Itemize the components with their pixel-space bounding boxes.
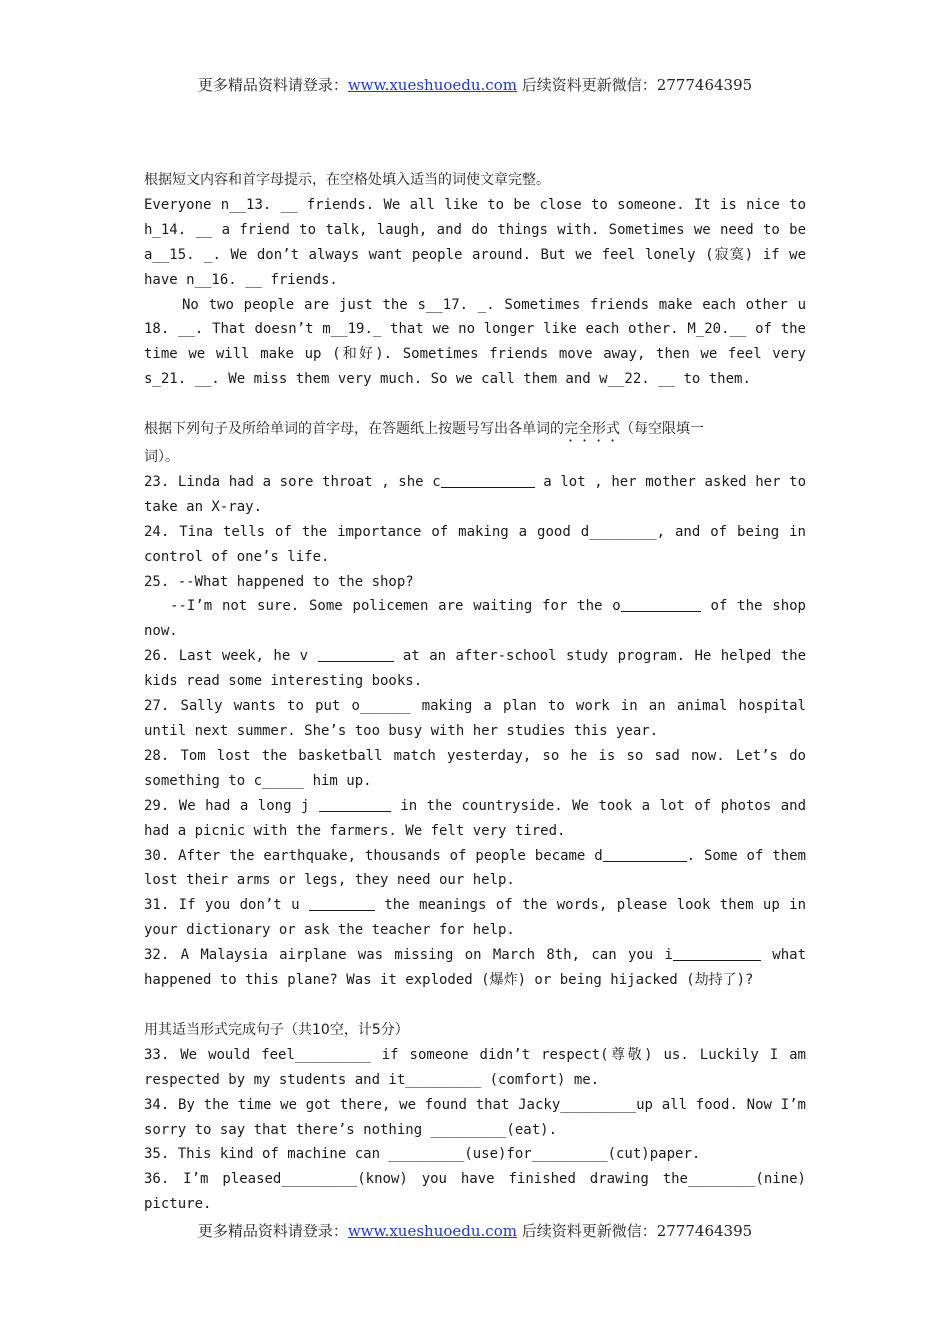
- section2-instruction: 根据下列句子及所给单词的首字母，在答题纸上按题号写出各单词的完全形式（每空限填一: [144, 421, 704, 438]
- question-line: now.: [144, 623, 178, 640]
- header-prefix: 更多精品资料请登录：: [197, 76, 348, 94]
- question-23: 23. Linda had a sore throat , she c a lot , her mother asked her to: [144, 473, 806, 490]
- question-28: 28. Tom lost the basketball match yesterday, so he is so sad now. Let’s do: [144, 747, 806, 764]
- answer-blank[interactable]: [441, 472, 535, 488]
- answer-blank[interactable]: [673, 945, 761, 961]
- section2-instruction-cont: 词）。: [144, 449, 179, 466]
- question-32: 32. A Malaysia airplane was missing on March 8th, can you i what: [144, 947, 806, 964]
- answer-blank[interactable]: [319, 796, 391, 812]
- page-header: [0, 74, 950, 95]
- question-line: control of one’s life.: [144, 548, 330, 565]
- section1-instruction: 根据短文内容和首字母提示，在空格处填入适当的词使文章完整。: [144, 172, 550, 188]
- question-34: 34. By the time we got there, we found that Jacky_________up all food. Now I’m: [144, 1096, 806, 1113]
- answer-blank[interactable]: [603, 846, 687, 862]
- passage-line: a__15. _. We don’t always want people around. But we feel lonely (寂寞) if we: [144, 246, 806, 263]
- question-31: 31. If you don’t u the meanings of the words, please look them up in: [144, 897, 806, 914]
- passage-line: time we will make up (和好). Sometimes friends move away, then we feel very: [144, 346, 806, 363]
- passage-line: Everyone n__13. __ friends. We all like to be close to someone. It is nice to: [144, 196, 806, 213]
- footer-link[interactable]: www.xueshuoedu.com: [347, 1222, 517, 1240]
- question-25: 25. --What happened to the shop?: [144, 573, 414, 590]
- passage-line: 18. __. That doesn’t m__19._ that we no longer like each other. M_20.__ of the: [144, 321, 806, 338]
- question-24: 24. Tina tells of the importance of making a good d________, and of being in: [144, 523, 806, 540]
- question-33: 33. We would feel_________ if someone didn’t respect(尊敬) us. Luckily I am: [144, 1046, 806, 1063]
- passage-line: h_14. __ a friend to talk, laugh, and do things with. Sometimes we need to be: [144, 221, 806, 238]
- footer-prefix: 更多精品资料请登录：: [197, 1222, 348, 1240]
- question-line: had a picnic with the farmers. We felt very tired.: [144, 822, 566, 839]
- question-27: 27. Sally wants to put o______ making a plan to work in an animal hospital: [144, 698, 806, 715]
- question-line: lost their arms or legs, they need our help.: [144, 872, 515, 889]
- question-line: respected by my students and it_________ (comfort) me.: [144, 1071, 600, 1088]
- question-29: 29. We had a long j in the countryside. We took a lot of photos and: [144, 797, 806, 814]
- page-footer: [0, 1220, 950, 1241]
- worksheet-content: [144, 168, 806, 1217]
- header-link[interactable]: www.xueshuoedu.com: [347, 76, 517, 94]
- passage-line: have n__16. __ friends.: [144, 271, 338, 288]
- question-35: 35. This kind of machine can _________(use)for_________(cut)paper.: [144, 1146, 701, 1163]
- question-line: something to c_____ him up.: [144, 772, 372, 789]
- question-line: --I’m not sure. Some policemen are waiting for the o of the shop: [170, 598, 806, 615]
- passage-line: s_21. __. We miss them very much. So we call them and w__22. __ to them.: [144, 371, 751, 388]
- question-30: 30. After the earthquake, thousands of people became d . Some of them: [144, 847, 806, 864]
- header-suffix: 后续资料更新微信：2777464395: [516, 76, 753, 94]
- passage-line: No two people are just the s__17. _. Sometimes friends make each other u: [182, 296, 806, 313]
- question-line: take an X-ray.: [144, 498, 263, 515]
- question-line: happened to this plane? Was it exploded (爆炸) or being hijacked (劫持了)?: [144, 972, 754, 989]
- question-line: kids read some interesting books.: [144, 673, 423, 690]
- section3-instruction: 用其适当形式完成句子（共10空，计5分）: [144, 1021, 409, 1038]
- question-line: picture.: [144, 1196, 212, 1213]
- question-line: until next summer. She’s too busy with her studies this year.: [144, 723, 659, 740]
- question-36: 36. I’m pleased_________(know) you have finished drawing the________(nine): [144, 1171, 806, 1188]
- question-line: your dictionary or ask the teacher for help.: [144, 922, 515, 939]
- answer-blank[interactable]: [621, 596, 701, 612]
- question-line: sorry to say that there’s nothing _________(eat).: [144, 1121, 558, 1138]
- emphasis-dotted: 完全形式: [564, 421, 620, 438]
- answer-blank[interactable]: [309, 895, 375, 911]
- answer-blank[interactable]: [318, 646, 394, 662]
- footer-suffix: 后续资料更新微信：2777464395: [516, 1222, 753, 1240]
- question-26: 26. Last week, he v at an after-school study program. He helped the: [144, 648, 806, 665]
